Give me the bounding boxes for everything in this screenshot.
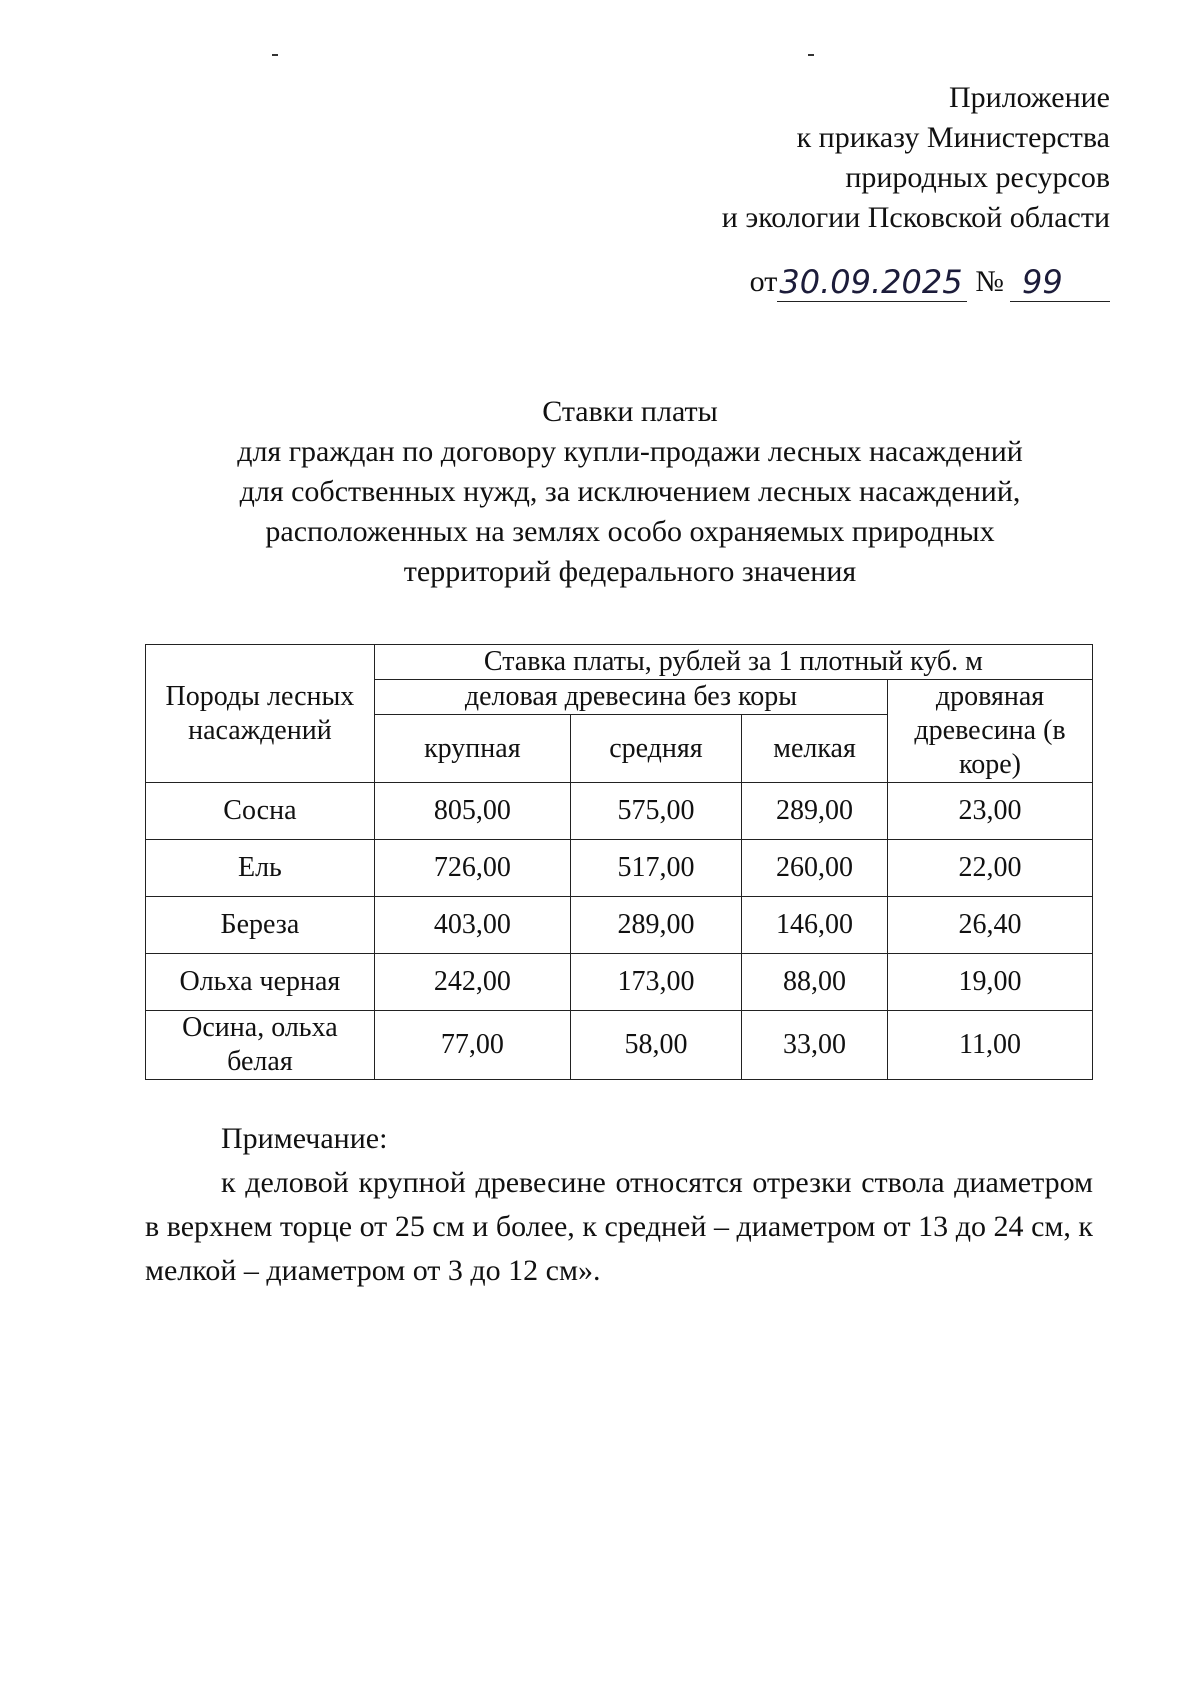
appendix-line: к приказу Министерства: [796, 121, 1110, 154]
note-section: [145, 1117, 1093, 1293]
handwritten-date: 30.09.2025: [777, 263, 967, 302]
scan-mark-right: [808, 54, 814, 56]
rate-cell: 517,00: [570, 840, 741, 897]
appendix-line: природных ресурсов: [845, 161, 1110, 194]
rate-cell: 805,00: [374, 783, 570, 840]
rate-cell: 58,00: [570, 1011, 741, 1080]
rate-cell: 22,00: [888, 840, 1093, 897]
rate-cell: 77,00: [374, 1011, 570, 1080]
rate-cell: 260,00: [742, 840, 888, 897]
species-cell: Береза: [146, 897, 375, 954]
size-header-medium: средняя: [570, 715, 741, 783]
species-cell: Сосна: [146, 783, 375, 840]
rate-cell: 26,40: [888, 897, 1093, 954]
table-row: [146, 954, 1093, 1011]
rate-cell: 33,00: [742, 1011, 888, 1080]
table-row: [146, 897, 1093, 954]
order-reference: [750, 262, 1110, 302]
table-row: [146, 783, 1093, 840]
rate-cell: 23,00: [888, 783, 1093, 840]
rate-cell: 726,00: [374, 840, 570, 897]
size-header-large: крупная: [374, 715, 570, 783]
rate-cell: 173,00: [570, 954, 741, 1011]
rate-header: Ставка платы, рублей за 1 плотный куб. м: [374, 645, 1092, 680]
rate-cell: 19,00: [888, 954, 1093, 1011]
title-line: для собственных нужд, за исключением лесных насаждений,: [239, 475, 1021, 508]
rate-cell: 403,00: [374, 897, 570, 954]
document-title: [140, 392, 1120, 592]
rate-cell: 242,00: [374, 954, 570, 1011]
species-cell: Ольха черная: [146, 954, 375, 1011]
species-cell: Ель: [146, 840, 375, 897]
date-prefix: от: [749, 265, 778, 298]
table-row: [146, 1011, 1093, 1080]
rate-cell: 289,00: [570, 897, 741, 954]
title-line: расположенных на землях особо охраняемых природных: [265, 515, 995, 548]
number-prefix: №: [975, 265, 1004, 298]
rate-cell: 146,00: [742, 897, 888, 954]
rate-cell: 88,00: [742, 954, 888, 1011]
appendix-line: Приложение: [948, 81, 1110, 114]
rate-cell: 289,00: [742, 783, 888, 840]
rate-cell: 11,00: [888, 1011, 1093, 1080]
scan-mark-left: [272, 54, 278, 56]
rate-cell: 575,00: [570, 783, 741, 840]
title-line: Ставки платы: [542, 395, 718, 428]
species-header: Породы лесных насаждений: [146, 645, 375, 783]
table-row: [146, 840, 1093, 897]
business-wood-header: деловая древесина без коры: [374, 680, 887, 715]
note-text: к деловой крупной древесине относятся отрезки ствола диаметром в верхнем торце от 25 см и более, к средней – диаметром от 13 до 24 см, к мелкой – диаметром от 3 до 12 см».: [145, 1166, 1093, 1287]
appendix-line: и экологии Псковской области: [721, 201, 1110, 234]
species-cell: Осина, ольха белая: [146, 1011, 375, 1080]
note-heading: Примечание:: [221, 1122, 388, 1155]
appendix-header: [722, 78, 1110, 238]
size-header-small: мелкая: [742, 715, 888, 783]
title-line: территорий федерального значения: [403, 555, 857, 588]
header-row: [146, 645, 1093, 680]
handwritten-number: 99: [1010, 263, 1110, 302]
rates-table: [145, 644, 1093, 1080]
title-line: для граждан по договору купли-продажи лесных насаждений: [237, 435, 1023, 468]
firewood-header: дровяная древесина (в коре): [888, 680, 1093, 783]
